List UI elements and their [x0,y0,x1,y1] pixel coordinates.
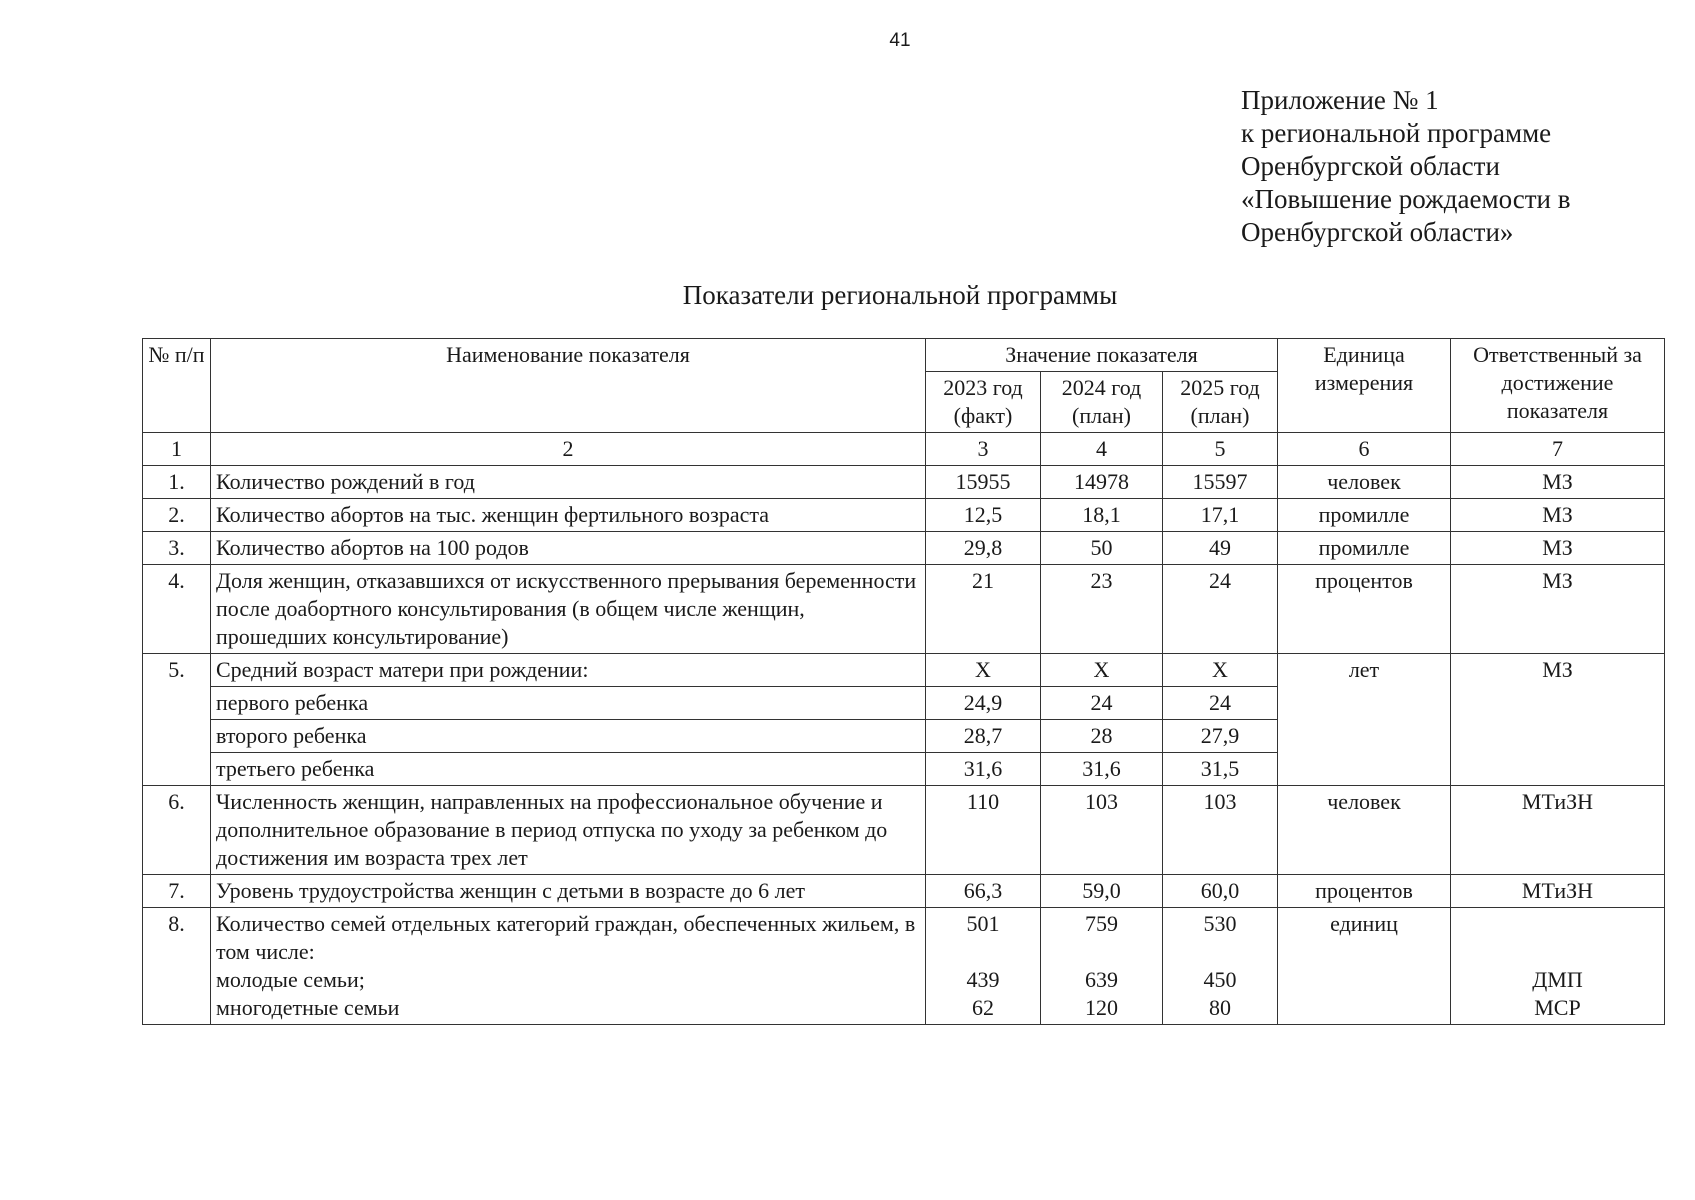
header-responsible: Ответственный за достижение показателя [1451,339,1665,433]
header-unit: Единица измерения [1278,339,1451,433]
col-index: 3 [926,433,1041,466]
row-2025: 49 [1163,532,1278,565]
row-name: Количество абортов на 100 родов [211,532,926,565]
row-2024-sub: 639 [1085,967,1118,992]
row-2024: 759 [1085,911,1118,936]
row-2025: 15597 [1163,466,1278,499]
appendix-line: Оренбургской области» [1241,217,1514,247]
row-unit: человек [1278,466,1451,499]
col-index: 1 [143,433,211,466]
row-responsible-sub: МСР [1534,995,1581,1020]
appendix-line: Оренбургской области [1241,151,1500,181]
row-name: Средний возраст матери при рождении: [211,654,926,687]
row-num: 4. [143,565,211,654]
row-num: 2. [143,499,211,532]
row-name: Количество абортов на тыс. женщин фертильного возраста [211,499,926,532]
row-2025: 27,9 [1163,720,1278,753]
row-responsible: МТиЗН [1451,786,1665,875]
row-name: Уровень трудоустройства женщин с детьми в возрасте до 6 лет [211,875,926,908]
row-2025: 530 [1203,911,1237,936]
row-num: 3. [143,532,211,565]
row-name: третьего ребенка [211,753,926,786]
row-2024: 28 [1041,720,1163,753]
appendix-line: «Повышение рождаемости в [1241,184,1571,214]
row-name: Доля женщин, отказавшихся от искусственного прерывания беременности после доабортного консультирования (в общем числе женщин, прошедших консультирование) [211,565,926,654]
row-2025-sub: 450 [1203,967,1237,992]
row-unit: промилле [1278,532,1451,565]
row-2023: 31,6 [926,753,1041,786]
row-name-sub: молодые семьи; [216,967,365,992]
row-2025: Х [1163,654,1278,687]
row-2024: 18,1 [1041,499,1163,532]
table-row [143,908,1665,1025]
row-2024: 14978 [1041,466,1163,499]
row-2023: 15955 [926,466,1041,499]
row-2025-group [1163,908,1278,1025]
row-2023: 29,8 [926,532,1041,565]
indicators-table-wrap [142,338,1664,1025]
row-num: 8. [143,908,211,1025]
appendix-line: Приложение № 1 [1241,85,1439,115]
row-responsible: МЗ [1451,499,1665,532]
row-responsible-group [1451,908,1665,1025]
row-responsible: МЗ [1451,565,1665,654]
row-responsible: МЗ [1451,654,1665,786]
document-title: Показатели региональной программы [682,280,1118,310]
row-2024: 103 [1041,786,1163,875]
appendix-note [1241,84,1570,249]
row-unit: промилле [1278,499,1451,532]
col-index: 2 [211,433,926,466]
row-num: 5. [143,654,211,786]
col-index: 5 [1163,433,1278,466]
table-row [143,565,1665,654]
row-2025: 17,1 [1163,499,1278,532]
row-name: второго ребенка [211,720,926,753]
row-2023: Х [926,654,1041,687]
row-num: 6. [143,786,211,875]
row-unit: человек [1278,786,1451,875]
row-responsible: МЗ [1451,532,1665,565]
row-2023-sub: 439 [966,967,1000,992]
table-row [143,875,1665,908]
row-name: первого ребенка [211,687,926,720]
header-name: Наименование показателя [211,339,926,433]
row-2024: 31,6 [1041,753,1163,786]
table-row [143,466,1665,499]
row-responsible: МТиЗН [1451,875,1665,908]
row-2023: 110 [926,786,1041,875]
row-name: Численность женщин, направленных на профессиональное обучение и дополнительное образование в период отпуска по уходу за ребенком до достижения им возраста трех лет [211,786,926,875]
row-2024-group [1041,908,1163,1025]
row-2024: 24 [1041,687,1163,720]
col-index: 7 [1451,433,1665,466]
row-2023: 28,7 [926,720,1041,753]
row-responsible-sub: ДМП [1532,967,1583,992]
row-2023-sub: 62 [972,995,994,1020]
row-2024: 59,0 [1041,875,1163,908]
row-2025: 103 [1163,786,1278,875]
row-unit: лет [1278,654,1451,786]
row-name-sub: многодетные семьи [216,995,400,1020]
row-2024: 23 [1041,565,1163,654]
row-name: Количество семей отдельных категорий граждан, обеспеченных жильем, в том числе: [216,911,916,964]
row-2023: 21 [926,565,1041,654]
indicators-table [142,338,1665,1025]
col-index: 6 [1278,433,1451,466]
row-2024: 50 [1041,532,1163,565]
header-row [143,339,1665,372]
row-2023: 66,3 [926,875,1041,908]
table-row [143,532,1665,565]
row-2023: 12,5 [926,499,1041,532]
row-2025: 24 [1163,565,1278,654]
row-name: Количество рождений в год [211,466,926,499]
row-2024: Х [1041,654,1163,687]
header-2024: 2024 год (план) [1041,372,1163,433]
table-row [143,654,1665,687]
appendix-line: к региональной программе [1241,118,1552,148]
col-index: 4 [1041,433,1163,466]
row-unit: процентов [1278,875,1451,908]
table-row [143,499,1665,532]
row-2023-group [926,908,1041,1025]
row-name-group [211,908,926,1025]
header-num: № п/п [143,339,211,433]
row-2025: 24 [1163,687,1278,720]
table-row [143,786,1665,875]
row-num: 7. [143,875,211,908]
header-2025: 2025 год (план) [1163,372,1278,433]
row-2025-sub: 80 [1209,995,1231,1020]
row-unit: единиц [1278,908,1451,1025]
row-2025: 31,5 [1163,753,1278,786]
header-2023: 2023 год (факт) [926,372,1041,433]
column-index-row [143,433,1665,466]
row-2025: 60,0 [1163,875,1278,908]
row-unit: процентов [1278,565,1451,654]
row-responsible: МЗ [1451,466,1665,499]
row-2023: 501 [966,911,1000,936]
row-num: 1. [143,466,211,499]
header-value: Значение показателя [926,339,1278,372]
row-2023: 24,9 [926,687,1041,720]
page-number: 41 [889,30,911,51]
row-2024-sub: 120 [1085,995,1118,1020]
